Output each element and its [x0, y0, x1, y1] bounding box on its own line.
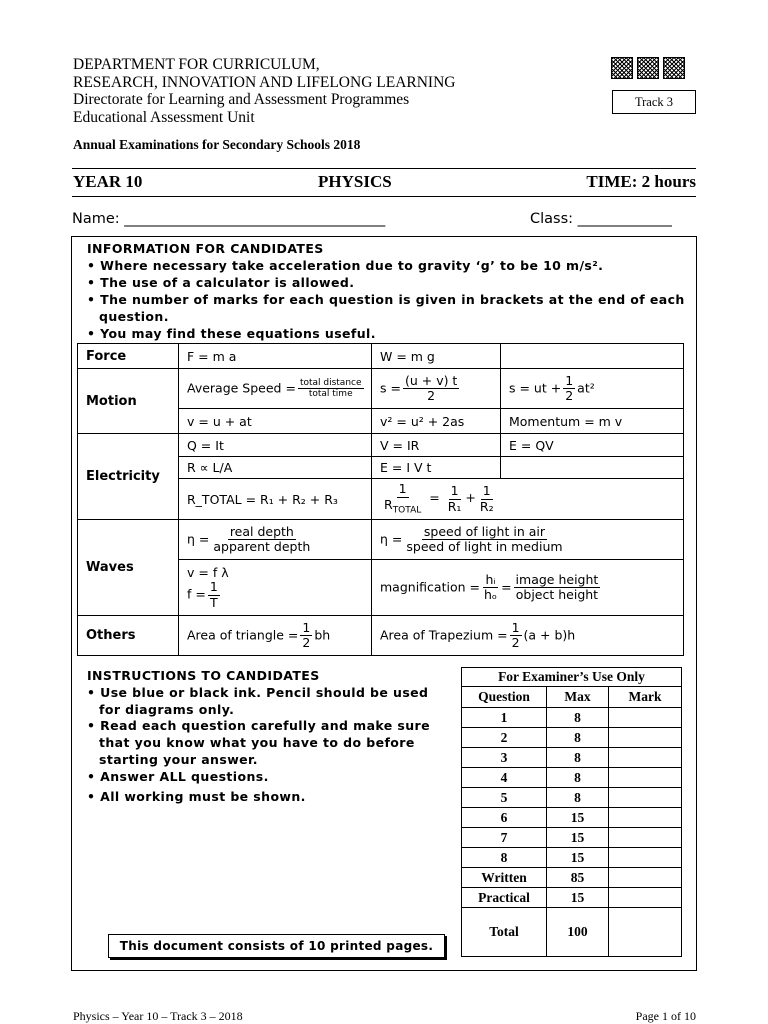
- row-question: 7: [462, 828, 547, 848]
- category-waves: Waves: [78, 520, 179, 616]
- eq-e-qv: E = QV: [501, 434, 684, 457]
- info-bullet: • The use of a calculator is allowed.: [87, 275, 355, 290]
- eq-e-ivt: E = I V t: [372, 457, 501, 479]
- row-max: 15: [547, 888, 609, 908]
- category-electricity: Electricity: [78, 434, 179, 520]
- row-question: 8: [462, 848, 547, 868]
- eq-r-series: R_TOTAL = R₁ + R₂ + R₃: [179, 479, 372, 520]
- instructions-section: [87, 668, 432, 805]
- info-bullet: • The number of marks for each question is given in brackets at the end of each question.: [87, 292, 685, 324]
- total-mark-cell[interactable]: [609, 908, 682, 957]
- row-question: Written: [462, 868, 547, 888]
- year-label: YEAR 10: [73, 172, 143, 191]
- row-question: 2: [462, 728, 547, 748]
- mark-cell[interactable]: [609, 788, 682, 808]
- divider: [72, 168, 696, 169]
- dept-line: RESEARCH, INNOVATION AND LIFELONG LEARNING: [73, 73, 456, 91]
- mark-cell[interactable]: [609, 808, 682, 828]
- eq-v2: v² = u² + 2as: [372, 409, 501, 434]
- barcode-marks: [611, 57, 685, 79]
- dept-line: Directorate for Learning and Assessment Programmes: [73, 91, 410, 108]
- instruction-bullet: • Answer ALL questions.: [87, 768, 269, 784]
- eq-area-trapezium: Area of Trapezium = $\frac{1}{2}$ (a + b)h: [372, 616, 684, 656]
- examiner-marks-table: [461, 667, 682, 957]
- mark-cell[interactable]: [609, 728, 682, 748]
- category-motion: Motion: [78, 369, 179, 434]
- mark-cell[interactable]: [609, 848, 682, 868]
- info-heading: INFORMATION FOR CANDIDATES: [87, 241, 324, 256]
- information-section: [87, 240, 687, 342]
- eq-eta-speed: η = $\frac{\text{speed of light in air}}{\text{speed of light in medium}}$: [372, 520, 684, 560]
- row-question: 3: [462, 748, 547, 768]
- time-label: TIME: 2 hours: [586, 172, 696, 191]
- track-box: Track 3: [612, 90, 696, 114]
- row-max: 8: [547, 788, 609, 808]
- info-bullet: • You may find these equations useful.: [87, 326, 376, 341]
- eq-momentum: Momentum = m v: [501, 409, 684, 434]
- equations-table: [77, 343, 684, 656]
- mark-cell[interactable]: [609, 868, 682, 888]
- header-max: Max: [547, 687, 609, 708]
- row-max: 8: [547, 768, 609, 788]
- eq-s-ut-at2: s = ut + $\frac{1}{2}$ at²: [501, 369, 684, 409]
- row-question: Practical: [462, 888, 547, 908]
- eq-q-it: Q = It: [179, 434, 372, 457]
- eq-r-prop: R ∝ L/A: [179, 457, 372, 479]
- eq-f-ma: F = m a: [179, 344, 372, 369]
- total-label: Total: [462, 908, 547, 957]
- eq-r-parallel: $\frac{1}{R_{TOTAL}}$ = $\frac{1}{\text{R₁}}$ + $\frac{1}{\text{R₂}}$: [372, 479, 684, 520]
- row-question: 5: [462, 788, 547, 808]
- eq-eta-depth: η = $\frac{\text{real depth}}{\text{apparent depth}}$: [179, 520, 372, 560]
- exam-title: Annual Examinations for Secondary Schools 2018: [73, 137, 361, 152]
- mark-cell[interactable]: [609, 748, 682, 768]
- eq-wave-speed: v = f λ f = $\frac{1}{T}$: [179, 560, 372, 616]
- row-question: 6: [462, 808, 547, 828]
- footer-subject: Physics – Year 10 – Track 3 – 2018: [73, 1009, 243, 1023]
- dept-line: Educational Assessment Unit: [73, 108, 255, 126]
- category-force: Force: [78, 344, 179, 369]
- header-mark: Mark: [609, 687, 682, 708]
- row-max: 8: [547, 708, 609, 728]
- instruction-bullet: • All working must be shown.: [87, 788, 306, 804]
- header-question: Question: [462, 687, 547, 708]
- eq-magnification: magnification = $\frac{\text{hᵢ}}{\text{hₒ}}$ = $\frac{\text{image height}}{\text{object height}}$: [372, 560, 684, 616]
- mark-cell[interactable]: [609, 888, 682, 908]
- row-question: 4: [462, 768, 547, 788]
- row-max: 15: [547, 848, 609, 868]
- divider: [72, 196, 696, 197]
- department-heading: [73, 56, 455, 126]
- eq-v-u-at: v = u + at: [179, 409, 372, 434]
- row-max: 8: [547, 728, 609, 748]
- row-max: 15: [547, 828, 609, 848]
- category-others: Others: [78, 616, 179, 656]
- dept-line: DEPARTMENT FOR CURRICULUM,: [73, 56, 320, 73]
- eq-v-ir: V = IR: [372, 434, 501, 457]
- row-question: 1: [462, 708, 547, 728]
- instructions-heading: INSTRUCTIONS TO CANDIDATES: [87, 668, 320, 683]
- subject-label: PHYSICS: [318, 172, 392, 191]
- mark-cell[interactable]: [609, 768, 682, 788]
- footer-page-number: Page 1 of 10: [635, 1009, 696, 1023]
- eq-s-uvt: s = $\frac{(u + v) t}{2}$: [372, 369, 501, 409]
- mark-cell[interactable]: [609, 828, 682, 848]
- eq-w-mg: W = m g: [372, 344, 501, 369]
- pages-note: This document consists of 10 printed pages.: [108, 934, 445, 958]
- name-field[interactable]: Name: ____________________________________: [72, 211, 386, 227]
- mark-cell[interactable]: [609, 708, 682, 728]
- row-max: 8: [547, 748, 609, 768]
- examiner-title: For Examiner’s Use Only: [462, 668, 682, 687]
- eq-area-triangle: Area of triangle = $\frac{1}{2}$ bh: [179, 616, 372, 656]
- row-max: 85: [547, 868, 609, 888]
- row-max: 15: [547, 808, 609, 828]
- class-field[interactable]: Class: _____________: [530, 211, 672, 227]
- eq-average-speed: Average Speed = $\frac{\text{total distance}}{\text{total time}}$: [179, 369, 372, 409]
- total-max: 100: [547, 908, 609, 957]
- instruction-bullet: • Use blue or black ink. Pencil should be used for diagrams only.: [87, 684, 429, 717]
- instruction-bullet: • Read each question carefully and make sure that you know what you have to do before starting your answer.: [87, 718, 430, 767]
- info-bullet: • Where necessary take acceleration due to gravity ‘g’ to be 10 m/s².: [87, 258, 604, 273]
